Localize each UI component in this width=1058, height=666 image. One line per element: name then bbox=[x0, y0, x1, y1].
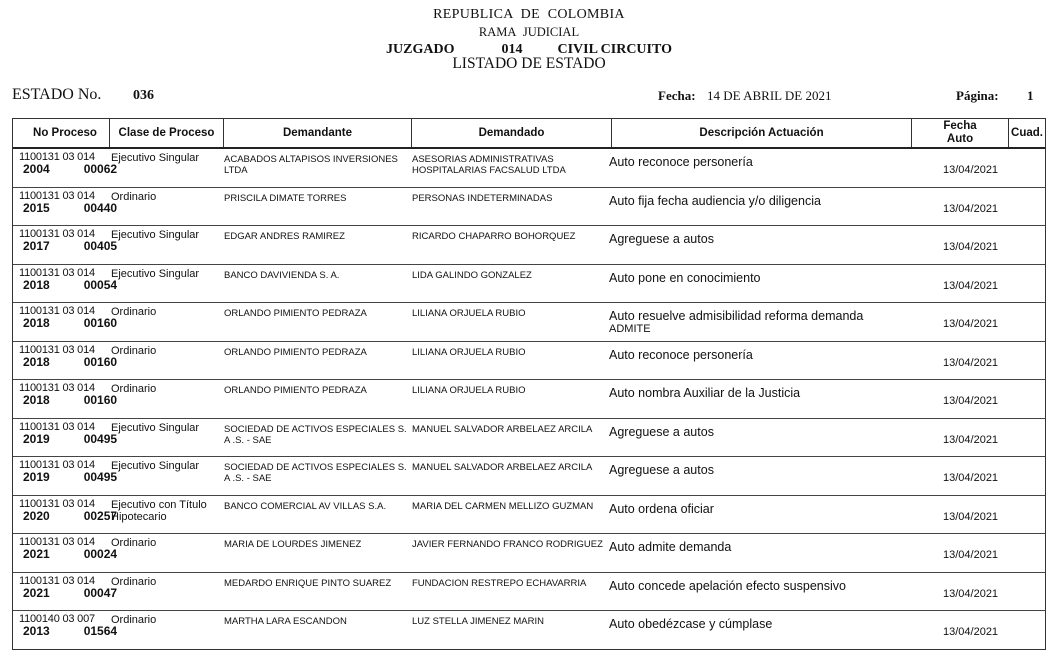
fecha-value: 14 DE ABRIL DE 2021 bbox=[707, 88, 832, 103]
descripcion-text: Auto fija fecha audiencia y/o diligencia bbox=[609, 193, 821, 208]
proceso-number: 2018 00160 bbox=[23, 393, 118, 407]
radicado: 1100131 03 014 bbox=[19, 382, 95, 394]
cell-demandante: PRISCILA DIMATE TORRES bbox=[224, 192, 347, 204]
table-row bbox=[13, 187, 1045, 226]
cell-clase: Ordinario bbox=[111, 614, 157, 626]
table-row bbox=[13, 341, 1045, 380]
cell-no-proceso bbox=[19, 574, 118, 600]
cell-fecha-auto: 13/04/2021 bbox=[943, 395, 999, 407]
col-header-no-proceso: No Proceso bbox=[33, 126, 97, 139]
cell-demandado: JAVIER FERNANDO FRANCO RODRIGUEZ bbox=[412, 539, 603, 550]
descripcion-text: Auto resuelve admisibilidad reforma demanda bbox=[609, 309, 864, 323]
cell-descripcion bbox=[609, 387, 909, 400]
cell-no-proceso bbox=[19, 151, 118, 176]
cell-clase: Ordinario bbox=[111, 306, 157, 318]
cell-no-proceso bbox=[19, 497, 118, 523]
cell-no-proceso bbox=[19, 536, 118, 561]
cell-demandado: LILIANA ORJUELA RUBIO bbox=[412, 308, 526, 319]
proceso-number: 2013 01564 bbox=[23, 624, 118, 638]
radicado: 1100131 03 014 bbox=[19, 459, 95, 471]
table-row bbox=[13, 610, 1045, 649]
cell-descripcion bbox=[609, 233, 909, 246]
cell-clase: Ejecutivo Singular bbox=[111, 460, 200, 472]
radicado: 1100131 03 014 bbox=[19, 497, 95, 510]
cell-descripcion bbox=[609, 195, 909, 208]
cell-fecha-auto: 13/04/2021 bbox=[943, 356, 999, 369]
cell-clase: Ordinario bbox=[111, 537, 157, 549]
table-row bbox=[13, 533, 1045, 572]
cell-clase: Ejecutivo Singular bbox=[111, 267, 200, 280]
proceso-number: 2021 00024 bbox=[23, 547, 118, 561]
table-row bbox=[13, 379, 1045, 418]
cell-demandante: MARIA DE LOURDES JIMENEZ bbox=[224, 539, 362, 550]
estado-number: 036 bbox=[133, 88, 154, 103]
radicado: 1100131 03 014 bbox=[19, 343, 95, 356]
cell-no-proceso bbox=[19, 266, 118, 292]
cell-demandado: PERSONAS INDETERMINADAS bbox=[412, 192, 553, 204]
cell-descripcion bbox=[609, 272, 909, 285]
descripcion-text: Auto nombra Auxiliar de la Justicia bbox=[609, 386, 801, 400]
cell-fecha-auto: 13/04/2021 bbox=[943, 202, 999, 215]
cell-clase: Ejecutivo Singular bbox=[111, 152, 200, 164]
juzgado-label: JUZGADO bbox=[386, 42, 455, 57]
cell-demandado: RICARDO CHAPARRO BOHORQUEZ bbox=[412, 231, 576, 242]
radicado: 1100131 03 014 bbox=[19, 189, 95, 202]
cell-clase: Ejecutivo Singular bbox=[111, 229, 200, 241]
cell-demandado: ASESORIAS ADMINISTRATIVAS HOSPITALARIAS FACSALUD LTDA bbox=[412, 154, 566, 176]
fecha-label: Fecha: bbox=[658, 88, 696, 103]
descripcion-text: Auto ordena oficiar bbox=[609, 501, 714, 516]
descripcion-text: Auto pone en conocimiento bbox=[609, 270, 761, 285]
cell-fecha-auto: 13/04/2021 bbox=[943, 587, 999, 600]
cell-fecha-auto: 13/04/2021 bbox=[943, 164, 999, 176]
cell-demandante: ORLANDO PIMIENTO PEDRAZA bbox=[224, 308, 367, 319]
table-row bbox=[13, 149, 1045, 187]
descripcion-text: Auto obedézcase y cúmplase bbox=[609, 617, 773, 631]
cell-demandado: LILIANA ORJUELA RUBIO bbox=[412, 385, 526, 396]
cell-descripcion bbox=[609, 426, 909, 439]
radicado: 1100131 03 014 bbox=[19, 536, 95, 548]
proceso-number: 2021 00047 bbox=[23, 585, 118, 600]
table-row bbox=[13, 572, 1045, 611]
proceso-number: 2018 00160 bbox=[23, 316, 118, 330]
radicado: 1100131 03 014 bbox=[19, 420, 95, 433]
descripcion-text: Agreguese a autos bbox=[609, 232, 714, 246]
pagina-label: Página: bbox=[956, 88, 999, 103]
proceso-number: 2017 00405 bbox=[23, 239, 118, 253]
cell-fecha-auto: 13/04/2021 bbox=[943, 318, 999, 330]
proceso-number: 2019 00495 bbox=[23, 470, 118, 484]
cell-fecha-auto: 13/04/2021 bbox=[943, 510, 999, 523]
radicado: 1100140 03 007 bbox=[19, 613, 95, 625]
col-header-clase: Clase de Proceso bbox=[109, 119, 223, 147]
proceso-number: 2018 00160 bbox=[23, 354, 118, 369]
cell-clase: Ordinario bbox=[111, 190, 157, 203]
cell-clase: Ordinario bbox=[111, 575, 157, 588]
cell-demandante: SOCIEDAD DE ACTIVOS ESPECIALES S. A .S. - SAE bbox=[224, 423, 407, 446]
cell-demandado: LILIANA ORJUELA RUBIO bbox=[412, 346, 526, 358]
juzgado-type: CIVIL CIRCUITO bbox=[557, 42, 672, 57]
cell-descripcion bbox=[609, 310, 909, 336]
descripcion-text: Auto admite demanda bbox=[609, 540, 732, 554]
header-listado: LISTADO DE ESTADO bbox=[452, 55, 606, 72]
cell-fecha-auto: 13/04/2021 bbox=[943, 472, 999, 484]
radicado: 1100131 03 014 bbox=[19, 228, 95, 240]
cell-demandado: FUNDACION RESTREPO ECHAVARRIA bbox=[412, 577, 587, 589]
proceso-number: 2018 00054 bbox=[23, 277, 118, 292]
radicado: 1100131 03 014 bbox=[19, 574, 95, 587]
cell-no-proceso bbox=[19, 305, 118, 330]
cell-demandante: ORLANDO PIMIENTO PEDRAZA bbox=[224, 346, 367, 358]
header-republica: REPUBLICA DE COLOMBIA bbox=[433, 7, 625, 22]
table-row bbox=[13, 495, 1045, 534]
table-row bbox=[13, 225, 1045, 264]
descripcion-text: Auto reconoce personería bbox=[609, 347, 753, 362]
estado-table bbox=[12, 118, 1046, 650]
cell-demandado: MANUEL SALVADOR ARBELAEZ ARCILA bbox=[412, 462, 593, 473]
cell-demandante: MEDARDO ENRIQUE PINTO SUAREZ bbox=[224, 577, 392, 589]
proceso-number: 2020 00257 bbox=[23, 508, 118, 523]
cell-clase: Ordinario bbox=[111, 383, 157, 395]
header-rama-judicial: RAMA JUDICIAL bbox=[478, 25, 580, 39]
cell-no-proceso bbox=[19, 382, 118, 407]
cell-demandado: MARIA DEL CARMEN MELLIZO GUZMAN bbox=[412, 500, 594, 512]
cell-no-proceso bbox=[19, 420, 118, 446]
cell-demandado: LUZ STELLA JIMENEZ MARIN bbox=[412, 616, 544, 627]
descripcion-text: Agreguese a autos bbox=[609, 463, 714, 477]
cell-descripcion bbox=[609, 503, 909, 516]
descripcion-text: Auto reconoce personería bbox=[609, 155, 753, 169]
cell-demandado: LIDA GALINDO GONZALEZ bbox=[412, 269, 532, 281]
table-row bbox=[13, 456, 1045, 495]
cell-fecha-auto: 13/04/2021 bbox=[943, 549, 999, 561]
descripcion-extra: ADMITE bbox=[609, 323, 651, 335]
cell-demandante: EDGAR ANDRES RAMIREZ bbox=[224, 231, 345, 242]
table-row bbox=[13, 264, 1045, 303]
cell-demandante: ACABADOS ALTAPISOS INVERSIONES LTDA bbox=[224, 154, 398, 176]
cell-descripcion bbox=[609, 349, 909, 362]
descripcion-text: Auto concede apelación efecto suspensivo bbox=[609, 578, 846, 593]
col-header-demandante: Demandante bbox=[223, 119, 411, 147]
juzgado-number: 014 bbox=[501, 42, 523, 57]
col-header-fecha-auto: Fecha Auto bbox=[911, 119, 1008, 147]
radicado: 1100131 03 014 bbox=[19, 266, 95, 279]
table-header bbox=[13, 119, 1045, 149]
cell-demandante: BANCO COMERCIAL AV VILLAS S.A. bbox=[224, 500, 387, 512]
cell-descripcion bbox=[609, 618, 909, 631]
cell-fecha-auto: 13/04/2021 bbox=[943, 433, 999, 446]
radicado: 1100131 03 014 bbox=[19, 305, 95, 317]
cell-demandante: BANCO DAVIVIENDA S. A. bbox=[224, 269, 340, 281]
radicado: 1100131 03 014 bbox=[19, 151, 95, 163]
cell-no-proceso bbox=[19, 613, 118, 638]
col-header-demandado: Demandado bbox=[411, 119, 611, 147]
cell-demandante: MARTHA LARA ESCANDON bbox=[224, 616, 347, 627]
col-header-cuad: Cuad. bbox=[1008, 119, 1045, 147]
cell-clase: Ejecutivo con Título Hipotecario bbox=[111, 498, 207, 523]
cell-demandante: ORLANDO PIMIENTO PEDRAZA bbox=[224, 385, 367, 396]
cell-no-proceso bbox=[19, 343, 118, 369]
cell-descripcion bbox=[609, 156, 909, 169]
cell-fecha-auto: 13/04/2021 bbox=[943, 241, 999, 253]
descripcion-text: Agreguese a autos bbox=[609, 424, 714, 439]
cell-no-proceso bbox=[19, 228, 118, 253]
cell-descripcion bbox=[609, 464, 909, 477]
proceso-number: 2019 00495 bbox=[23, 431, 118, 446]
cell-no-proceso bbox=[19, 189, 118, 215]
cell-descripcion bbox=[609, 580, 909, 593]
col-header-descripcion: Descripción Actuación bbox=[611, 119, 911, 147]
pagina-value: 1 bbox=[1027, 88, 1034, 103]
proceso-number: 2015 00440 bbox=[23, 200, 118, 215]
table-row bbox=[13, 302, 1045, 341]
cell-descripcion bbox=[609, 541, 909, 554]
cell-clase: Ejecutivo Singular bbox=[111, 421, 200, 434]
cell-fecha-auto: 13/04/2021 bbox=[943, 279, 999, 292]
cell-fecha-auto: 13/04/2021 bbox=[943, 626, 999, 638]
cell-demandante: SOCIEDAD DE ACTIVOS ESPECIALES S. A .S. - SAE bbox=[224, 462, 407, 484]
table-row bbox=[13, 418, 1045, 457]
cell-demandado: MANUEL SALVADOR ARBELAEZ ARCILA bbox=[412, 423, 593, 435]
cell-clase: Ordinario bbox=[111, 344, 157, 357]
proceso-number: 2004 00062 bbox=[23, 162, 118, 176]
cell-no-proceso bbox=[19, 459, 118, 484]
table-body bbox=[13, 149, 1045, 649]
estado-label: ESTADO No. bbox=[12, 86, 102, 103]
